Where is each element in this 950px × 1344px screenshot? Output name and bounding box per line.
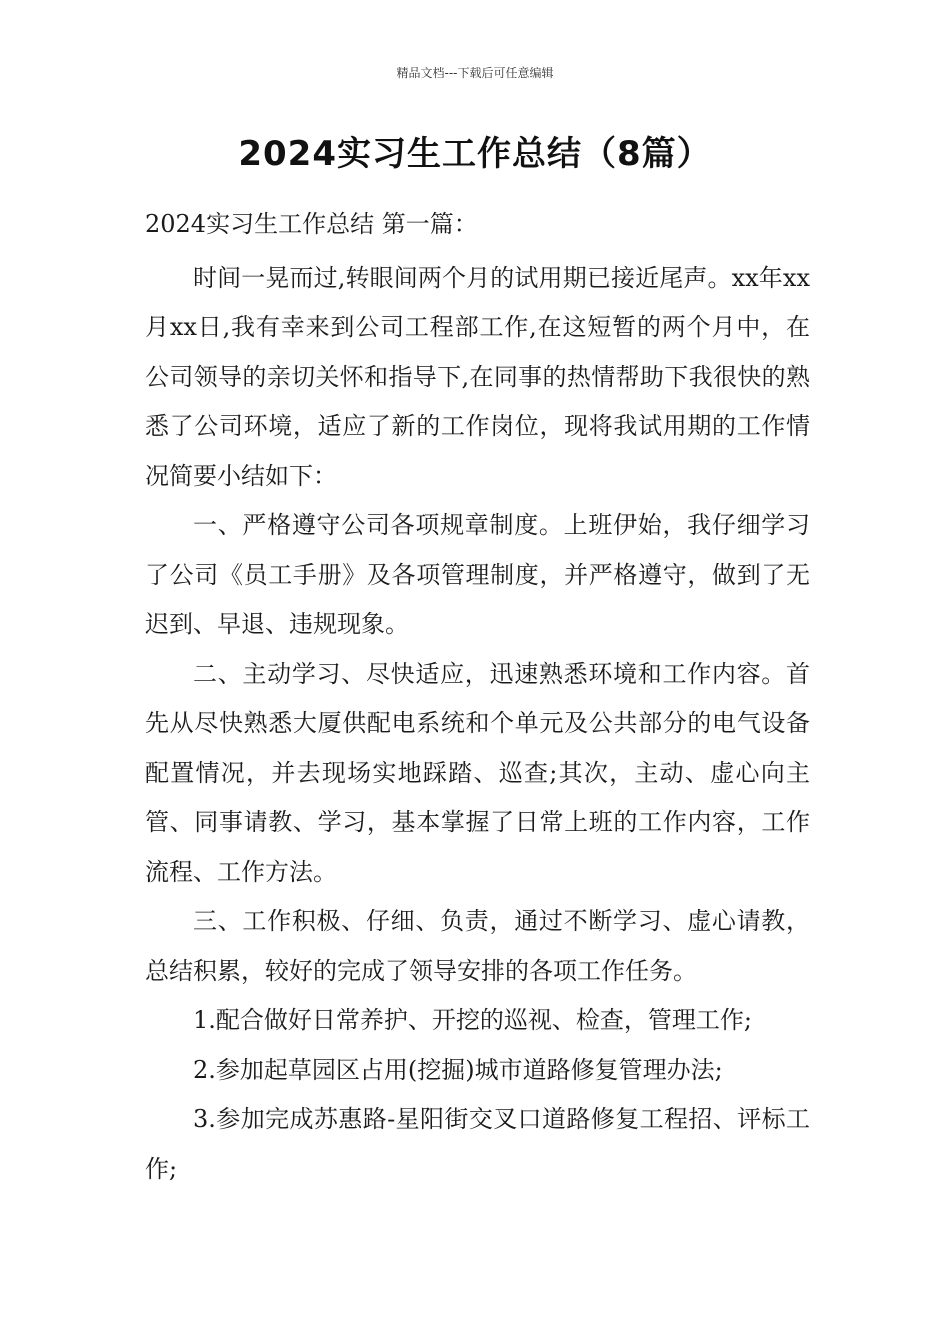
document-body [145, 200, 810, 1194]
document-title: 2024实习生工作总结（8篇） [238, 134, 712, 174]
paragraph-point-1: 一、严格遵守公司各项规章制度。上班伊始，我仔细学习了公司《员工手册》及各项管理制度，并严格遵守，做到了无迟到、早退、违规现象。 [145, 511, 810, 638]
list-item-1: 1.配合做好日常养护、开挖的巡视、检查，管理工作; [193, 1006, 752, 1034]
paragraph-point-2: 二、主动学习、尽快适应，迅速熟悉环境和工作内容。首先从尽快熟悉大厦供配电系统和个单元及公共部分的电气设备配置情况，并去现场实地踩踏、巡查;其次，主动、虚心向主管、同事请教、学习，基本掌握了日常上班的工作内容，工作流程、工作方法。 [145, 659, 810, 886]
list-item-3: 3.参加完成苏惠路-星阳街交叉口道路修复工程招、评标工作; [145, 1105, 810, 1183]
list-item-2: 2.参加起草园区占用(挖掘)城市道路修复管理办法; [193, 1055, 723, 1084]
section-heading: 2024实习生工作总结 第一篇： [145, 210, 478, 238]
header-note: 精品文档---下载后可任意编辑 [396, 66, 554, 80]
paragraph-point-3: 三、工作积极、仔细、负责，通过不断学习、虚心请教，总结积累，较好的完成了领导安排的各项工作任务。 [145, 907, 810, 985]
paragraph-intro: 时间一晃而过,转眼间两个月的试用期已接近尾声。xx年xx月xx日,我有幸来到公司工程部工作,在这短暂的两个月中，在公司领导的亲切关怀和指导下,在同事的热情帮助下我很快的熟悉了公司环境，适应了新的工作岗位，现将我试用期的工作情况简要小结如下： [145, 263, 810, 490]
